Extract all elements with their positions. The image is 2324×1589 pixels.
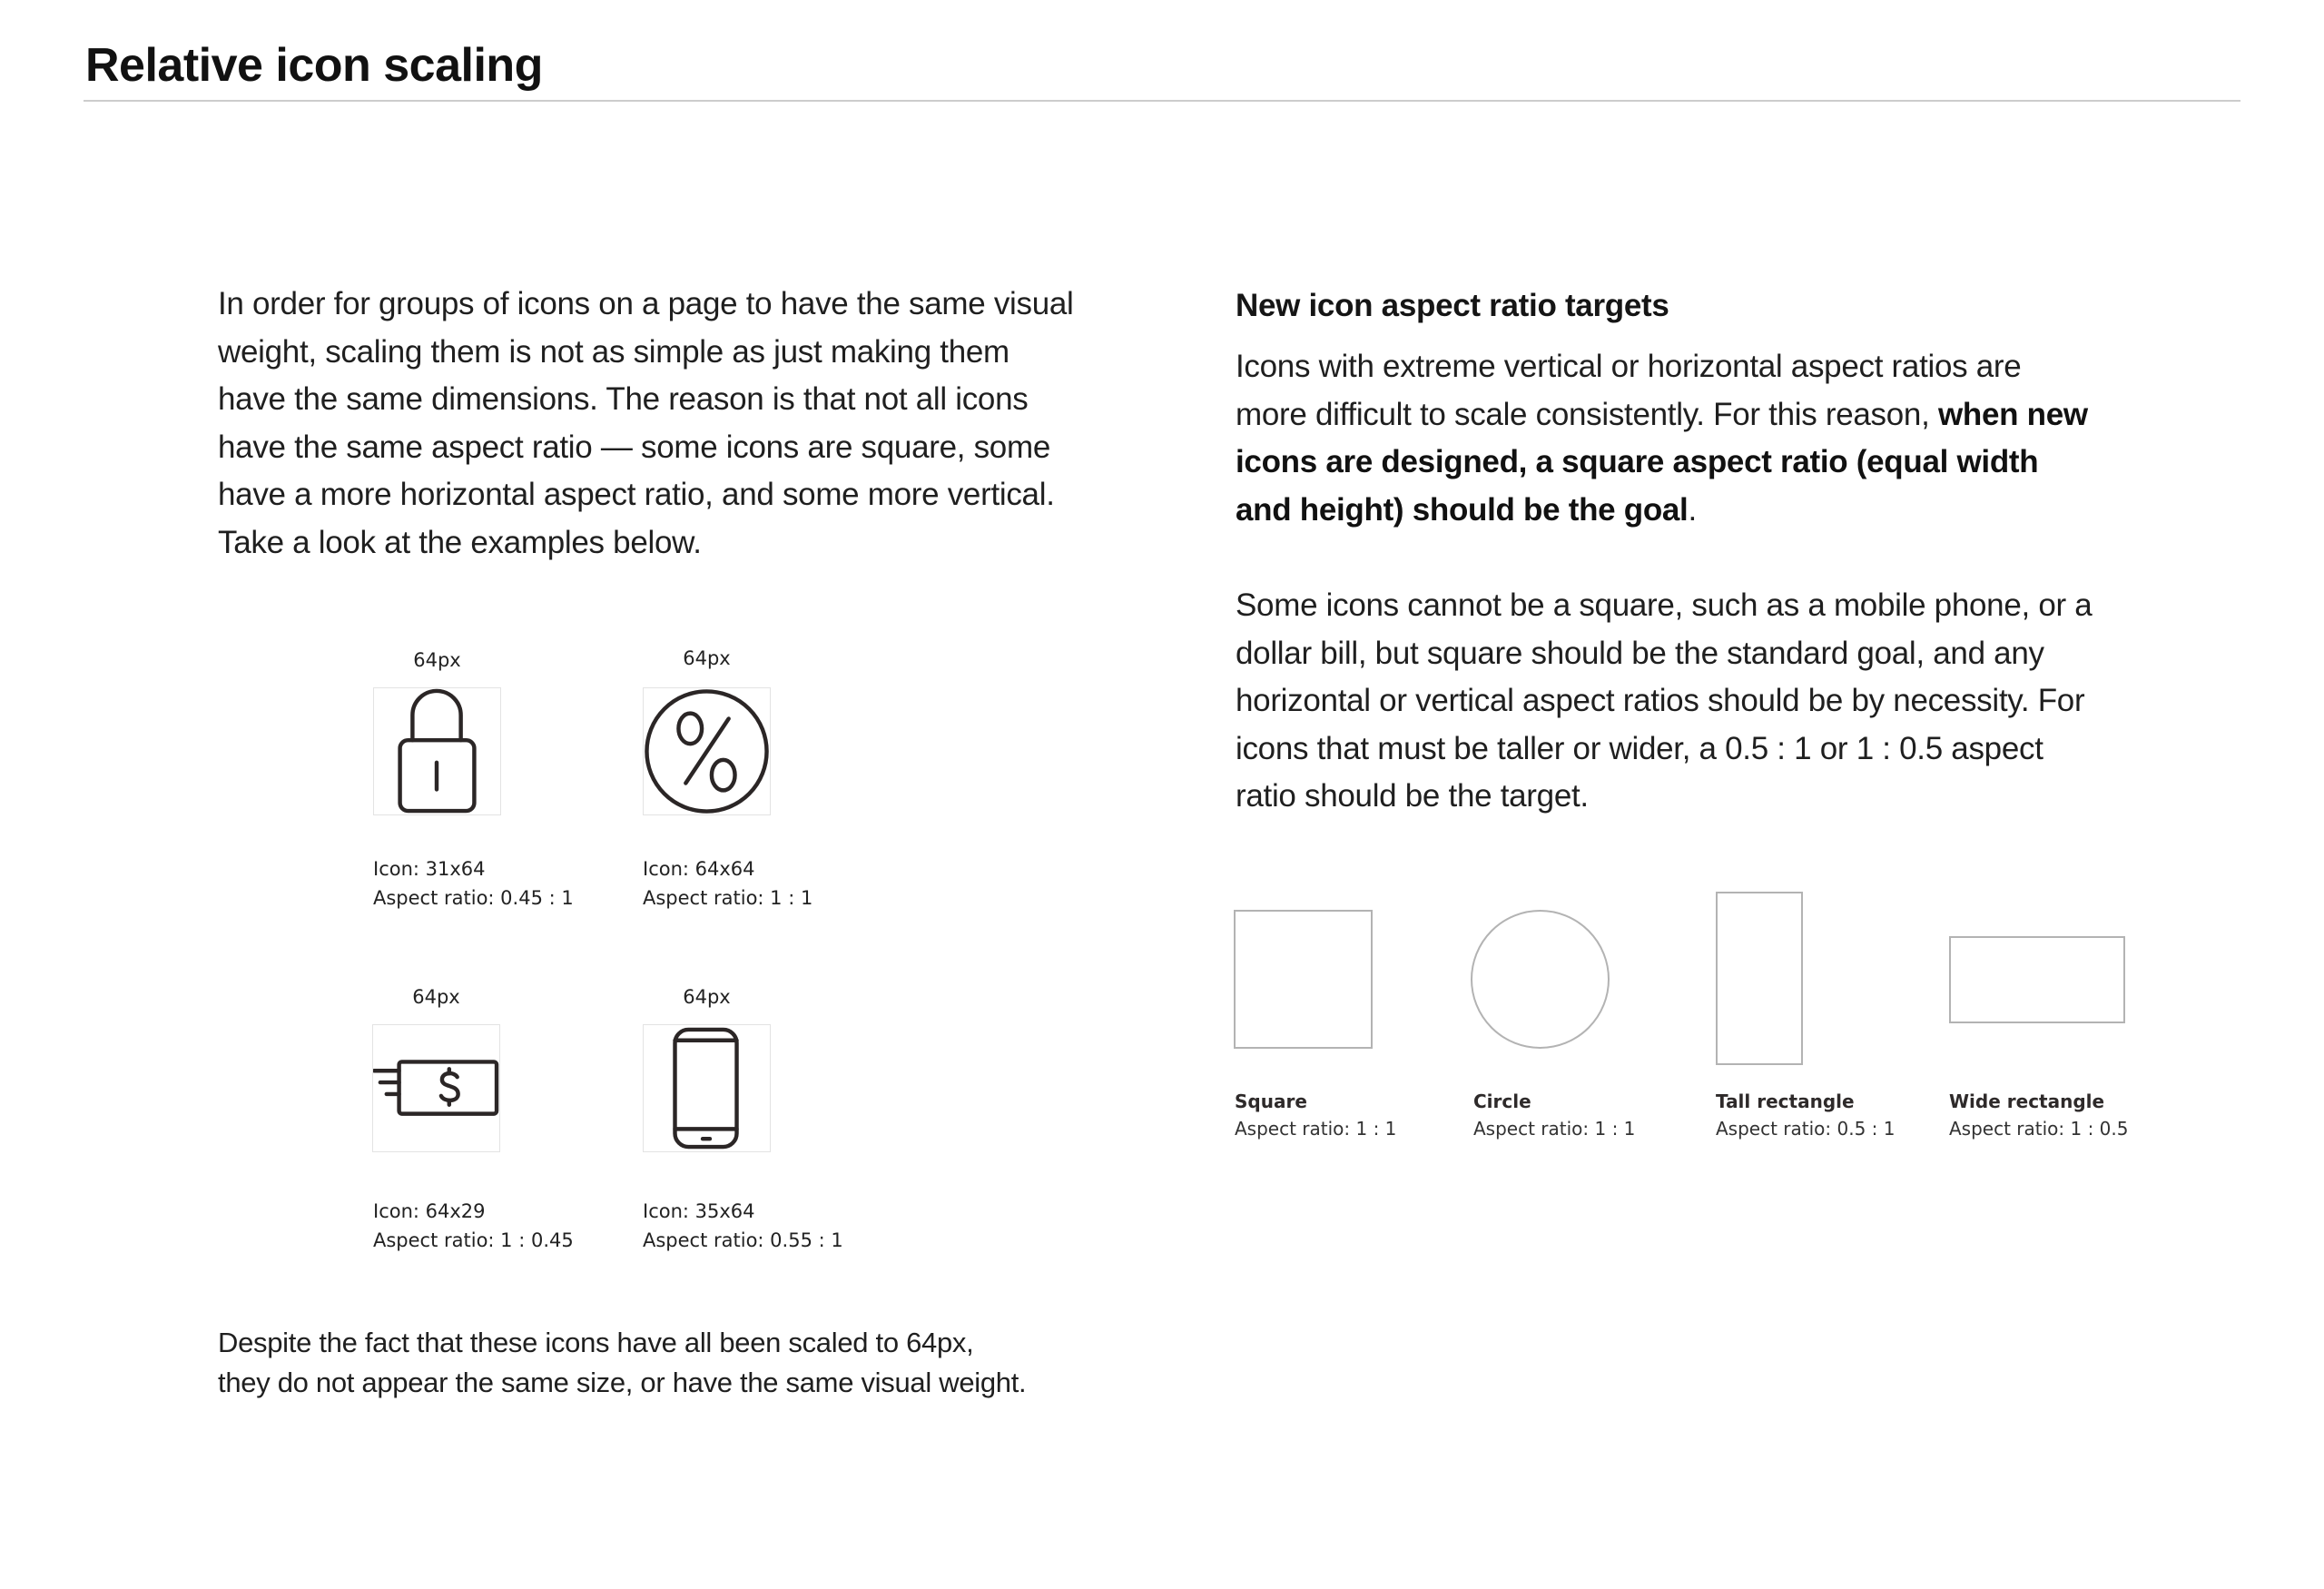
icon-dimensions: Icon: 64x29 <box>373 1200 486 1222</box>
shape-name: Square <box>1235 1091 1307 1112</box>
paragraph-line: ratio should be the target. <box>1236 778 1589 814</box>
shape-aspect-ratio: Aspect ratio: 1 : 1 <box>1235 1118 1397 1140</box>
shape-name: Tall rectangle <box>1716 1091 1855 1112</box>
size-label: 64px <box>412 986 460 1008</box>
shape-caption <box>1235 1088 1396 1142</box>
intro-line: have the same dimensions. The reason is that not all icons <box>218 381 1029 417</box>
paragraph-line <box>1236 439 2088 487</box>
targets-paragraph <box>1236 343 2088 534</box>
shape-aspect-ratio: Aspect ratio: 1 : 0.5 <box>1949 1118 2129 1140</box>
square-shape <box>1234 910 1373 1049</box>
page-title: Relative icon scaling <box>85 39 543 92</box>
intro-line: Take a look at the examples below. <box>218 524 702 560</box>
icon-details <box>643 1197 843 1255</box>
mobile-phone-icon <box>644 1025 770 1151</box>
regular-text: . <box>1688 491 1697 528</box>
intro-line: weight, scaling them is not as simple as just making them <box>218 333 1009 370</box>
shape-name: Circle <box>1473 1091 1531 1112</box>
paragraph-line <box>1236 391 2088 439</box>
size-label: 64px <box>683 986 731 1008</box>
circle-shape <box>1471 910 1610 1049</box>
icon-details <box>643 854 812 913</box>
icon-details <box>373 1197 574 1255</box>
lock-icon <box>374 688 500 814</box>
emphasis-text: when new <box>1937 396 2088 432</box>
shape-caption <box>1716 1088 1896 1142</box>
shape-caption <box>1473 1088 1635 1142</box>
icon-aspect-ratio: Aspect ratio: 1 : 0.45 <box>373 1229 574 1251</box>
dollar-bill-icon <box>373 1025 499 1151</box>
icon-aspect-ratio: Aspect ratio: 0.45 : 1 <box>373 887 574 909</box>
shape-aspect-ratio: Aspect ratio: 1 : 1 <box>1473 1118 1636 1140</box>
caption-line: Despite the fact that these icons have all been scaled to 64px, <box>218 1327 974 1358</box>
wide-rectangle-shape <box>1949 936 2125 1023</box>
icon-aspect-ratio: Aspect ratio: 0.55 : 1 <box>643 1229 843 1251</box>
examples-caption <box>218 1323 1026 1403</box>
shape-aspect-ratio: Aspect ratio: 0.5 : 1 <box>1716 1118 1896 1140</box>
icon-aspect-ratio: Aspect ratio: 1 : 1 <box>643 887 813 909</box>
icon-dimensions: Icon: 31x64 <box>373 858 486 880</box>
paragraph-line: horizontal or vertical aspect ratios should be by necessity. For <box>1236 683 2085 718</box>
regular-text: more difficult to scale consistently. For this reason, <box>1236 396 1938 432</box>
title-divider <box>84 100 2240 102</box>
intro-line: have the same aspect ratio — some icons are square, some <box>218 429 1050 465</box>
intro-line: In order for groups of icons on a page to have the same visual <box>218 286 1074 321</box>
paragraph-line: Some icons cannot be a square, such as a mobile phone, or a <box>1236 587 2093 623</box>
intro-paragraph <box>218 281 1074 567</box>
shape-caption <box>1949 1088 2129 1142</box>
icon-frame <box>643 1024 771 1152</box>
intro-line: have a more horizontal aspect ratio, and some more vertical. <box>218 477 1055 512</box>
caption-line: they do not appear the same size, or have the same visual weight. <box>218 1367 1027 1398</box>
section-heading: New icon aspect ratio targets <box>1236 288 1669 323</box>
icon-frame <box>372 1024 500 1152</box>
paragraph-line: Icons with extreme vertical or horizontal aspect ratios are <box>1236 349 2022 384</box>
icon-dimensions: Icon: 64x64 <box>643 858 755 880</box>
icon-dimensions: Icon: 35x64 <box>643 1200 755 1222</box>
icon-frame <box>373 687 501 815</box>
emphasis-text: and height) should be the goal <box>1236 491 1689 528</box>
paragraph-line <box>1236 487 2088 535</box>
paragraph-line: icons that must be taller or wider, a 0.5 : 1 or 1 : 0.5 aspect <box>1236 730 2043 766</box>
size-label: 64px <box>413 649 461 671</box>
tall-rectangle-shape <box>1716 892 1803 1065</box>
exceptions-paragraph <box>1236 582 2092 821</box>
shape-name: Wide rectangle <box>1949 1091 2105 1112</box>
size-label: 64px <box>683 647 731 669</box>
icon-details <box>373 854 574 913</box>
emphasis-text: icons are designed, a square aspect ratio (equal width <box>1236 444 2039 479</box>
paragraph-line: dollar bill, but square should be the standard goal, and any <box>1236 635 2044 671</box>
icon-frame <box>643 687 771 815</box>
percent-circle-icon <box>644 688 770 814</box>
